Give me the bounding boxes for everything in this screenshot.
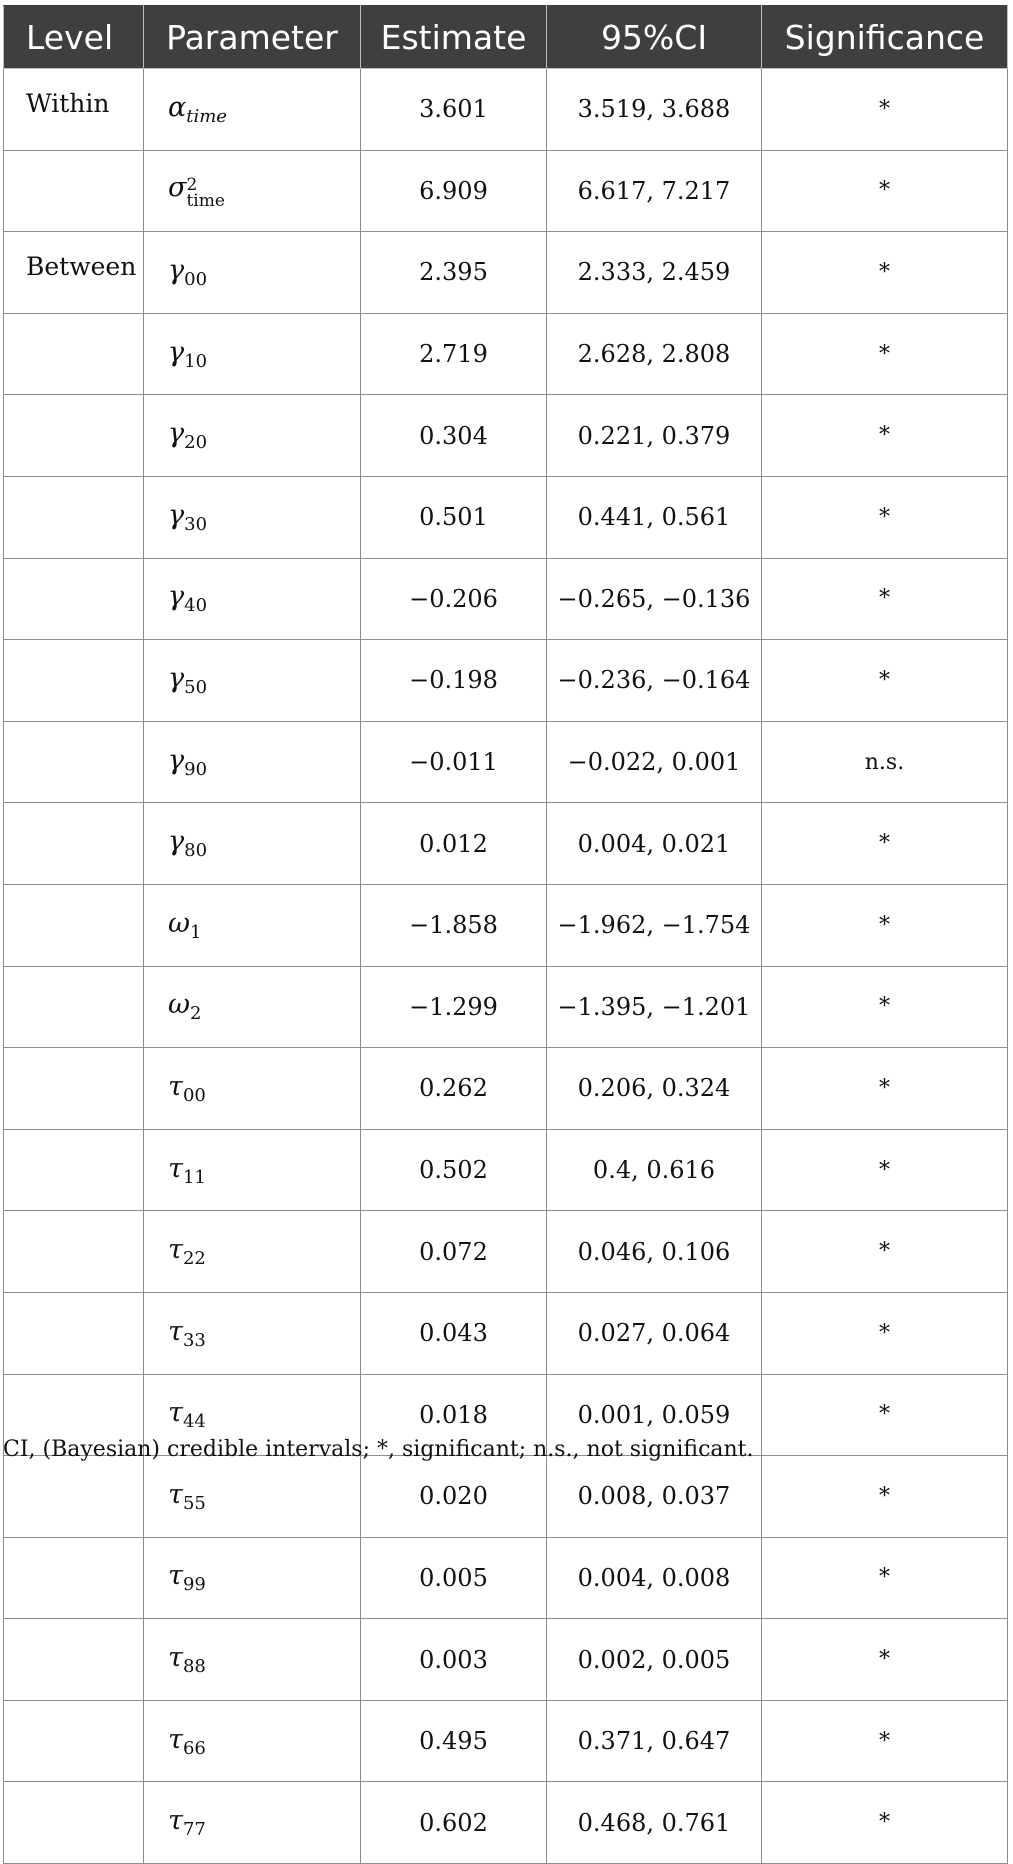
table-row (4, 1456, 1008, 1538)
cell-parameter (144, 395, 361, 477)
parameter-symbol: σ (168, 172, 187, 204)
cell-significance: * (762, 1292, 1008, 1374)
table-row (4, 1211, 1008, 1293)
header-estimate: Estimate (361, 6, 547, 69)
cell-estimate: −0.206 (361, 558, 547, 640)
parameter-subscript: 50 (184, 676, 208, 698)
cell-parameter (144, 1619, 361, 1701)
table-row (4, 69, 1008, 151)
cell-level (4, 966, 144, 1048)
cell-estimate: 2.395 (361, 232, 547, 314)
cell-ci: 2.628, 2.808 (547, 313, 762, 395)
cell-parameter (144, 721, 361, 803)
table-row (4, 476, 1008, 558)
cell-parameter (144, 640, 361, 722)
cell-significance: * (762, 1700, 1008, 1782)
cell-ci: −1.962, −1.754 (547, 884, 762, 966)
cell-significance: * (762, 395, 1008, 477)
cell-level (4, 1456, 144, 1538)
cell-estimate: 0.003 (361, 1619, 547, 1701)
cell-parameter (144, 150, 361, 232)
cell-level: Between (4, 232, 144, 314)
table-row (4, 1700, 1008, 1782)
cell-level (4, 150, 144, 232)
parameter-symbol: γ (168, 254, 185, 286)
cell-parameter (144, 69, 361, 151)
results-table-container (3, 5, 1007, 1864)
cell-ci: 0.004, 0.021 (547, 803, 762, 885)
header-parameter: Parameter (144, 6, 361, 69)
parameter-subscript: 80 (184, 840, 208, 862)
cell-parameter (144, 1292, 361, 1374)
parameter-subscript: 11 (182, 1166, 206, 1188)
parameter-symbol: τ (168, 1397, 183, 1429)
parameter-symbol: τ (168, 1070, 183, 1102)
cell-level (4, 803, 144, 885)
cell-estimate: −1.858 (361, 884, 547, 966)
parameter-symbol: τ (168, 1234, 183, 1266)
cell-estimate: 2.719 (361, 313, 547, 395)
parameter-symbol: γ (168, 418, 185, 450)
table-row (4, 721, 1008, 803)
cell-significance: * (762, 313, 1008, 395)
parameter-subscript: 00 (184, 268, 208, 290)
results-table (3, 5, 1008, 1864)
cell-estimate: 0.018 (361, 1374, 547, 1456)
cell-ci: 0.468, 0.761 (547, 1782, 762, 1864)
cell-ci: 2.333, 2.459 (547, 232, 762, 314)
cell-significance: * (762, 1048, 1008, 1130)
cell-significance: * (762, 884, 1008, 966)
cell-estimate: −0.198 (361, 640, 547, 722)
cell-ci: 0.046, 0.106 (547, 1211, 762, 1293)
cell-significance: * (762, 803, 1008, 885)
cell-estimate: 0.012 (361, 803, 547, 885)
cell-level (4, 640, 144, 722)
table-row (4, 1782, 1008, 1864)
cell-estimate: 0.020 (361, 1456, 547, 1538)
parameter-subscript: 2 (190, 1003, 202, 1025)
cell-estimate: 0.304 (361, 395, 547, 477)
header-significance: Significance (762, 6, 1008, 69)
parameter-symbol: τ (168, 1315, 183, 1347)
cell-level (4, 1537, 144, 1619)
parameter-symbol: γ (168, 336, 185, 368)
cell-estimate: −0.011 (361, 721, 547, 803)
cell-significance: * (762, 1211, 1008, 1293)
cell-parameter (144, 1700, 361, 1782)
parameter-subscript: time (186, 105, 227, 127)
parameter-superscript: 2 (186, 175, 198, 196)
cell-level (4, 1048, 144, 1130)
parameter-symbol: γ (168, 581, 185, 613)
cell-parameter (144, 803, 361, 885)
parameter-subscript: 1 (190, 921, 202, 943)
cell-level (4, 1700, 144, 1782)
parameter-symbol: ω (168, 989, 191, 1021)
parameter-symbol: τ (168, 1723, 183, 1755)
table-row (4, 1292, 1008, 1374)
cell-ci: 3.519, 3.688 (547, 69, 762, 151)
cell-estimate: −1.299 (361, 966, 547, 1048)
table-row (4, 1048, 1008, 1130)
cell-estimate: 0.602 (361, 1782, 547, 1864)
cell-ci: 0.002, 0.005 (547, 1619, 762, 1701)
cell-ci: 0.004, 0.008 (547, 1537, 762, 1619)
cell-parameter (144, 558, 361, 640)
cell-ci: 0.027, 0.064 (547, 1292, 762, 1374)
parameter-symbol: α (168, 91, 187, 123)
cell-estimate: 0.495 (361, 1700, 547, 1782)
cell-level (4, 884, 144, 966)
cell-significance: * (762, 1374, 1008, 1456)
parameter-symbol: τ (168, 1478, 183, 1510)
cell-significance: * (762, 476, 1008, 558)
cell-estimate: 0.502 (361, 1129, 547, 1211)
parameter-script (186, 175, 225, 212)
parameter-subscript: 90 (184, 758, 208, 780)
cell-estimate: 0.501 (361, 476, 547, 558)
cell-level: Within (4, 69, 144, 151)
cell-ci: 0.008, 0.037 (547, 1456, 762, 1538)
parameter-symbol: γ (168, 499, 185, 531)
cell-parameter (144, 884, 361, 966)
table-row (4, 313, 1008, 395)
cell-estimate: 0.043 (361, 1292, 547, 1374)
cell-parameter (144, 1537, 361, 1619)
table-row (4, 966, 1008, 1048)
cell-ci: −0.265, −0.136 (547, 558, 762, 640)
cell-level (4, 1619, 144, 1701)
table-row (4, 803, 1008, 885)
parameter-symbol: γ (168, 662, 185, 694)
cell-ci: 0.206, 0.324 (547, 1048, 762, 1130)
parameter-subscript: 88 (182, 1656, 206, 1678)
cell-ci: 0.001, 0.059 (547, 1374, 762, 1456)
parameter-symbol: ω (168, 907, 191, 939)
parameter-symbol: τ (168, 1642, 183, 1674)
parameter-subscript: 40 (184, 595, 208, 617)
parameter-subscript: 77 (182, 1819, 206, 1841)
cell-parameter (144, 1456, 361, 1538)
cell-significance: * (762, 966, 1008, 1048)
cell-level (4, 721, 144, 803)
cell-ci: −1.395, −1.201 (547, 966, 762, 1048)
parameter-subscript: 66 (182, 1737, 206, 1759)
cell-level (4, 313, 144, 395)
cell-significance: * (762, 1456, 1008, 1538)
table-header (4, 6, 1008, 69)
cell-parameter (144, 1782, 361, 1864)
cell-ci: 0.221, 0.379 (547, 395, 762, 477)
table-row (4, 558, 1008, 640)
cell-significance: n.s. (762, 721, 1008, 803)
cell-estimate: 0.262 (361, 1048, 547, 1130)
parameter-subscript: 44 (182, 1411, 206, 1433)
table-row (4, 640, 1008, 722)
table-row (4, 1619, 1008, 1701)
table-row (4, 150, 1008, 232)
cell-significance: * (762, 640, 1008, 722)
parameter-subscript: 00 (182, 1084, 206, 1106)
cell-estimate: 3.601 (361, 69, 547, 151)
cell-level (4, 558, 144, 640)
cell-ci: 0.441, 0.561 (547, 476, 762, 558)
cell-level (4, 1129, 144, 1211)
parameter-subscript: 55 (182, 1492, 206, 1514)
cell-parameter (144, 476, 361, 558)
parameter-subscript: 22 (182, 1248, 206, 1270)
parameter-subscript: 20 (184, 432, 208, 454)
parameter-subscript: 33 (182, 1329, 206, 1351)
cell-estimate: 6.909 (361, 150, 547, 232)
cell-ci: 0.371, 0.647 (547, 1700, 762, 1782)
header-ci: 95%CI (547, 6, 762, 69)
table-row (4, 232, 1008, 314)
parameter-subscript: 10 (184, 350, 208, 372)
cell-level (4, 1782, 144, 1864)
cell-significance: * (762, 1619, 1008, 1701)
cell-significance: * (762, 232, 1008, 314)
cell-level (4, 476, 144, 558)
table-body (4, 69, 1008, 1864)
cell-estimate: 0.072 (361, 1211, 547, 1293)
cell-significance: * (762, 1782, 1008, 1864)
cell-parameter (144, 1211, 361, 1293)
table-row (4, 1537, 1008, 1619)
table-row (4, 1129, 1008, 1211)
cell-level (4, 1211, 144, 1293)
cell-parameter (144, 1129, 361, 1211)
cell-parameter (144, 313, 361, 395)
cell-level (4, 395, 144, 477)
cell-significance: * (762, 69, 1008, 151)
header-row (4, 6, 1008, 69)
parameter-subscript: 30 (184, 513, 208, 535)
parameter-symbol: τ (168, 1560, 183, 1592)
cell-estimate: 0.005 (361, 1537, 547, 1619)
cell-parameter (144, 1048, 361, 1130)
cell-ci: 6.617, 7.217 (547, 150, 762, 232)
parameter-symbol: γ (168, 826, 185, 858)
cell-ci: −0.236, −0.164 (547, 640, 762, 722)
cell-significance: * (762, 1129, 1008, 1211)
cell-significance: * (762, 558, 1008, 640)
cell-parameter (144, 966, 361, 1048)
parameter-symbol: τ (168, 1152, 183, 1184)
cell-level (4, 1292, 144, 1374)
cell-parameter (144, 232, 361, 314)
cell-ci: 0.4, 0.616 (547, 1129, 762, 1211)
cell-ci: −0.022, 0.001 (547, 721, 762, 803)
header-level: Level (4, 6, 144, 69)
parameter-subscript: 99 (182, 1574, 206, 1596)
cell-significance: * (762, 150, 1008, 232)
table-row (4, 884, 1008, 966)
parameter-subscript: time (186, 191, 225, 212)
cell-significance: * (762, 1537, 1008, 1619)
parameter-symbol: τ (168, 1805, 183, 1837)
table-footnote: CI, (Bayesian) credible intervals; *, significant; n.s., not significant. (3, 1437, 754, 1462)
table-row (4, 395, 1008, 477)
parameter-symbol: γ (168, 744, 185, 776)
